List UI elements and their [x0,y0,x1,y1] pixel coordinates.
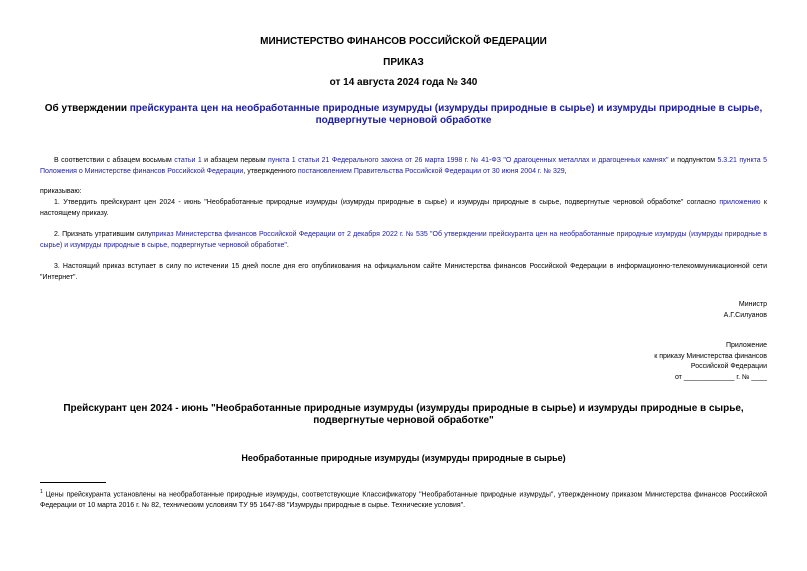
preamble-text-2: и абзацем первым [201,157,269,164]
subject-link[interactable]: прейскуранта цен на необработанные природные изумруды (изумруды природные в сырье) и изумруды природные в сырье, подвергнутые черновой обработке [129,103,763,126]
preamble-link-article-1[interactable]: статьи 1 [174,157,202,164]
preamble-text-5: , [564,167,567,175]
preamble-text-4: , утвержденного [243,167,298,175]
appendix-line-2: Российской Федерации [690,363,767,370]
item-1-paragraph [40,198,767,219]
appendix-line-1: к приказу Министерства финансов [654,352,767,360]
preamble-text-1: В соответствии с абзацем восьмым [54,157,175,164]
appendix-label: Приложение [725,342,767,349]
item-2-text: 2. Признать утратившим силу [54,231,152,238]
item-3-paragraph: 3. Настоящий приказ вступает в силу по истечении 15 дней после дня его опубликования на официальном сайте Министерства финансов Российской Федерации в информационно-телекоммуникационной сети "Интернет". [40,263,767,281]
preamble-link-regulation[interactable]: 5.3.21 пункта 5 Положения о Министерстве финансов Российской Федерации [40,157,768,175]
order-heading: ПРИКАЗ [383,57,424,68]
signatory-position: Министр [738,301,767,308]
prikazyvayu-label: приказываю: [40,188,82,195]
item-1-tail: к настоящему приказу. [40,199,767,217]
item-2-order-link[interactable]: приказ Министерства финансов Российской Федерации от 2 декабря 2022 г. № 535 "Об утверждении прейскуранта цен на необработанные природные изумруды (изумруды природные в сырье) и изумруды природные в сырье, подвергнутые черновой обработке" [40,231,767,249]
preamble-link-resolution[interactable]: постановлением Правительства Российской Федерации от 30 июня 2004 г. № 329 [297,167,565,175]
footnote [40,487,767,511]
preamble-paragraph [40,156,767,177]
order-subject [40,103,767,127]
footnote-text: Цены прейскуранта установлены на необработанные природные изумруды, соответствующие Классификатору "Необработанные природные изумруды", утвержденному приказом Министерства финансов Российской Федерации от 10 марта 2016 г. № 82, техническим условиям ТУ 95 1647-88 "Изумруды природные в сырье. Технические условия". [40,491,767,509]
footnote-divider [40,482,106,483]
appendix-header [654,341,767,383]
section-title: Необработанные природные изумруды (изумруды природные в сырье) [241,453,566,463]
preamble-link-federal-law[interactable]: пункта 1 статьи 21 Федерального закона от 26 марта 1998 г. № 41-ФЗ "О драгоценных металлах и драгоценных камнях" [268,157,669,164]
appendix-line-3: от _____________ г. № ____ [674,373,767,381]
footnote-mark: 1 [40,489,43,495]
item-2-paragraph [40,230,767,251]
item-2-tail: . [286,241,289,249]
item-1-appendix-link[interactable]: приложению [719,199,761,206]
signatory-name: А.Г.Силуанов [723,312,767,319]
ministry-heading: МИНИСТЕРСТВО ФИНАНСОВ РОССИЙСКОЙ ФЕДЕРАЦИИ [260,36,547,47]
subject-prefix: Об утверждении [44,103,130,114]
order-date-number: от 14 августа 2024 года № 340 [329,77,478,88]
preamble-text-3: и подпунктом [668,157,718,164]
item-1-text: 1. Утвердить прейскурант цен 2024 - июнь "Необработанные природные изумруды (изумруды природные в сырье) и изумруды природные в сырье, подвергнутые черновой обработке" согласно [54,199,720,206]
price-list-title: Прейскурант цен 2024 - июнь "Необработанные природные изумруды (изумруды природные в сырье) и изумруды природные в сырье, подвергнутые черновой обработке" [63,403,744,426]
